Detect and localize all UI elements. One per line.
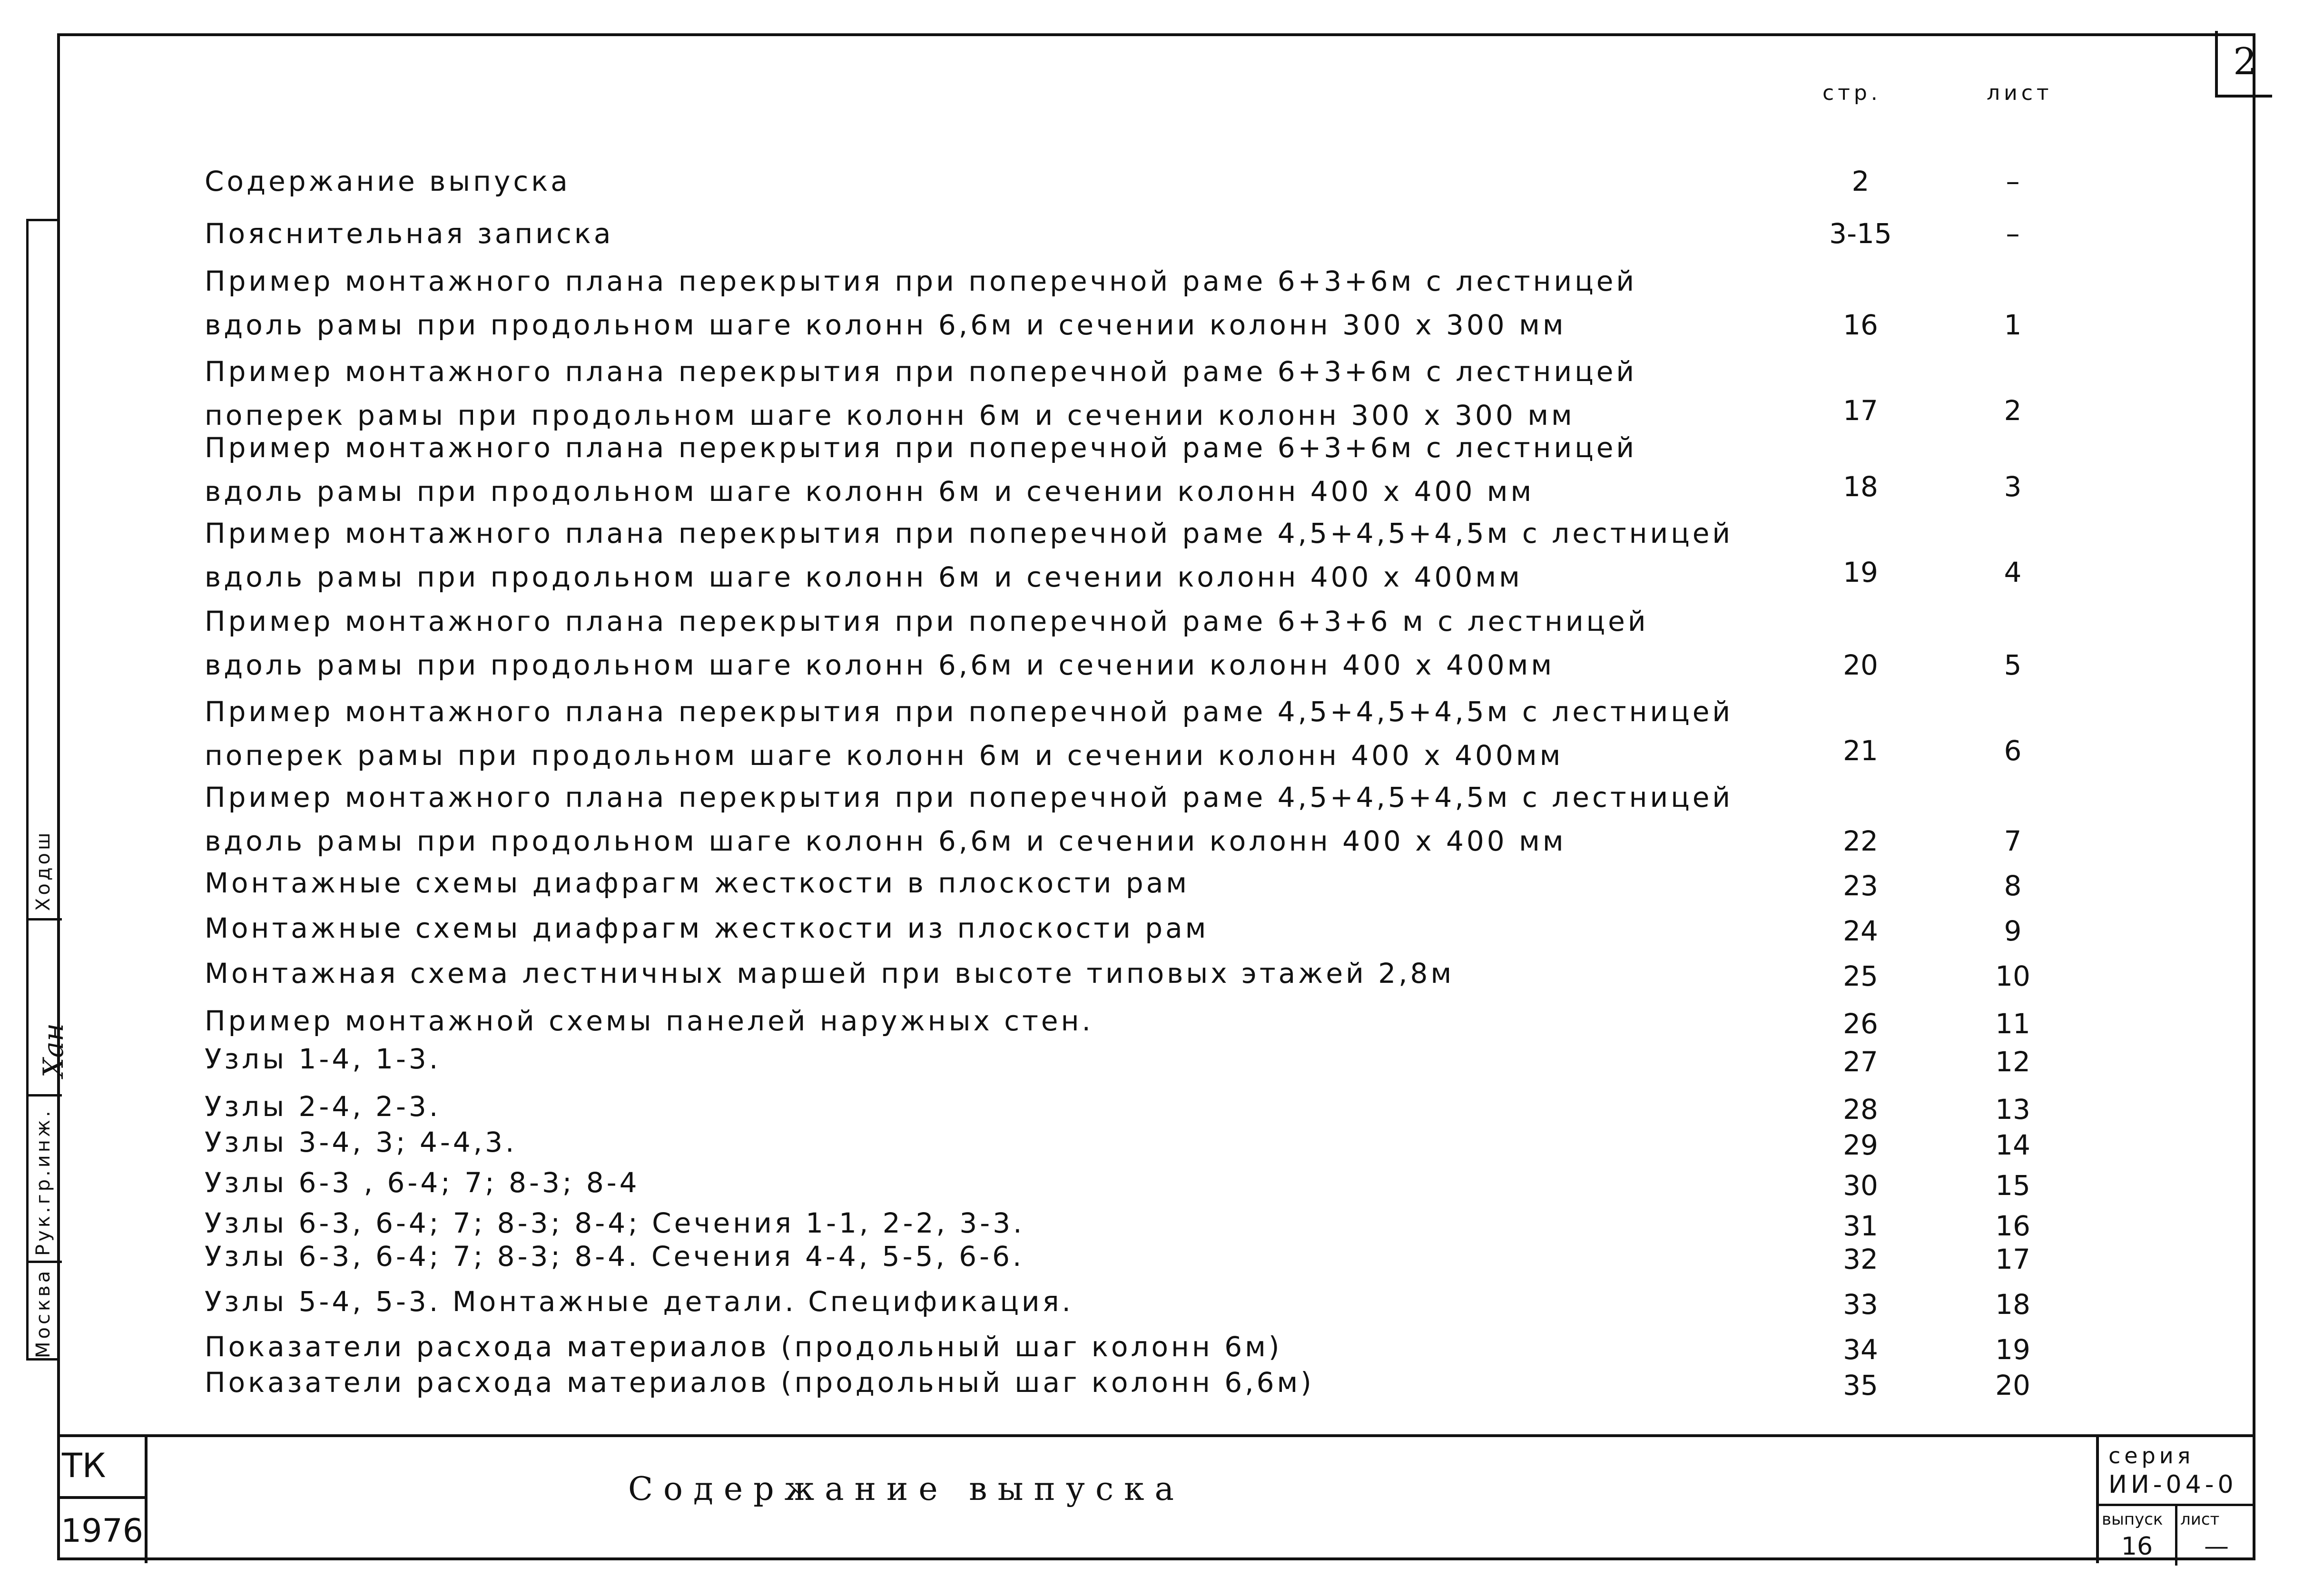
row-title: Узлы 1-4, 1-3. <box>205 1043 441 1075</box>
series-block <box>2096 1437 2255 1563</box>
title-block <box>57 1434 2255 1560</box>
row-title: Пример монтажного плана перекрытия при поперечной раме 4,5+4,5+4,5м с лестницей поперек рамы при продольном шаге колонн 6м и сечении колонн 400 x 400мм <box>205 695 1733 772</box>
row-title: Пример монтажного плана перекрытия при поперечной раме 6+3+6 м с лестницей вдоль рамы при продольном шаге колонн 6,6м и сечении колонн 400 x 400мм <box>205 605 1649 681</box>
series-value: ИИ-04-0 <box>2108 1470 2237 1499</box>
row-page: 20 <box>1843 649 1878 681</box>
row-title: Пример монтажного плана перекрытия при поперечной раме 6+3+6м с лестницей поперек рамы при продольном шаге колонн 6м и сечении колонн 300 x 300 мм <box>205 355 1637 431</box>
row-sheet: 10 <box>1995 960 2030 992</box>
stamp-role-cell <box>29 1097 62 1263</box>
row-title: Пример монтажной схемы панелей наружных стен. <box>205 1005 1093 1037</box>
issue-cell <box>2099 1506 2177 1566</box>
sheet-value: — <box>2204 1532 2229 1561</box>
row-title: Узлы 6-3 , 6-4; 7; 8-3; 8-4 <box>205 1166 640 1199</box>
row-sheet: 6 <box>2004 734 2022 767</box>
approval-stamp <box>26 219 69 1361</box>
row-page: 24 <box>1843 915 1878 947</box>
stamp-city: Москва <box>32 1268 54 1358</box>
stamp-name-cell <box>29 759 62 920</box>
row-sheet: 17 <box>1995 1243 2030 1275</box>
row-sheet: 11 <box>1995 1008 2030 1040</box>
row-sheet: 18 <box>1995 1288 2030 1321</box>
row-sheet: 12 <box>1995 1046 2030 1078</box>
row-page: 22 <box>1843 825 1878 857</box>
row-page: 30 <box>1843 1169 1878 1202</box>
row-page: 26 <box>1843 1008 1878 1040</box>
issue-sheet-row <box>2099 1504 2255 1563</box>
row-sheet: – <box>2006 217 2020 250</box>
row-sheet: 8 <box>2004 870 2022 902</box>
row-page: 27 <box>1843 1046 1878 1078</box>
row-title: Монтажные схемы диафрагм жесткости в плоскости рам <box>205 867 1190 899</box>
row-page: 32 <box>1843 1243 1878 1275</box>
row-sheet: 1 <box>2004 309 2022 341</box>
sheet-label: лист <box>2180 1510 2220 1529</box>
column-header-sheet: лист <box>1987 81 2053 105</box>
series-label: серия <box>2108 1443 2195 1469</box>
row-sheet: 3 <box>2004 470 2022 503</box>
stamp-role: Рук.гр.инж. <box>32 1108 54 1256</box>
row-sheet: – <box>2006 165 2020 197</box>
row-title: Пример монтажного плана перекрытия при поперечной раме 4,5+4,5+4,5м с лестницей вдоль рамы при продольном шаге колонн 6,6м и сечении колонн 400 x 400 мм <box>205 781 1733 857</box>
row-sheet: 19 <box>1995 1333 2030 1366</box>
row-sheet: 7 <box>2004 825 2022 857</box>
sheet-cell <box>2177 1506 2255 1566</box>
row-title: Содержание выпуска <box>205 165 571 197</box>
stamp-city-cell <box>29 1263 62 1361</box>
row-sheet: 16 <box>1995 1210 2030 1242</box>
row-title: Показатели расхода материалов (продольный шаг колонн 6,6м) <box>205 1366 1314 1399</box>
row-sheet: 15 <box>1995 1169 2030 1202</box>
row-page: 25 <box>1843 960 1878 992</box>
row-title: Пример монтажного плана перекрытия при поперечной раме 4,5+4,5+4,5м с лестницей вдоль рамы при продольном шаге колонн 6м и сечении колонн 400 x 400мм <box>205 517 1733 593</box>
row-page: 19 <box>1843 556 1878 588</box>
row-title: Монтажные схемы диафрагм жесткости из плоскости рам <box>205 912 1209 944</box>
row-page: 35 <box>1843 1369 1878 1401</box>
row-title: Узлы 5-4, 5-3. Монтажные детали. Спецификация. <box>205 1285 1073 1318</box>
row-page: 2 <box>1851 165 1870 197</box>
row-page: 16 <box>1843 309 1878 341</box>
row-page: 31 <box>1843 1210 1878 1242</box>
row-page: 29 <box>1843 1129 1878 1161</box>
row-page: 21 <box>1843 734 1878 767</box>
issue-value: 16 <box>2121 1532 2153 1561</box>
stamp-name: Ходош <box>32 830 54 911</box>
column-header-page: стр. <box>1822 81 1881 105</box>
row-sheet: 9 <box>2004 915 2022 947</box>
row-title: Узлы 6-3, 6-4; 7; 8-3; 8-4; Сечения 1-1, 2-2, 3-3. <box>205 1207 1025 1239</box>
row-page: 3-15 <box>1829 217 1892 250</box>
row-page: 17 <box>1843 394 1878 427</box>
issue-label: выпуск <box>2102 1510 2163 1529</box>
row-title: Пояснительная записка <box>205 217 614 250</box>
document-title: Содержание выпуска <box>628 1470 1185 1508</box>
row-title: Пример монтажного плана перекрытия при поперечной раме 6+3+6м с лестницей вдоль рамы при продольном шаге колонн 6м и сечении колонн 400 x 400 мм <box>205 431 1637 508</box>
row-sheet: 4 <box>2004 556 2022 588</box>
row-title: Узлы 2-4, 2-3. <box>205 1090 441 1123</box>
row-page: 23 <box>1843 870 1878 902</box>
row-sheet: 20 <box>1995 1369 2030 1401</box>
row-title: Узлы 6-3, 6-4; 7; 8-3; 8-4. Сечения 4-4, 5-5, 6-6. <box>205 1240 1024 1273</box>
organization-code: ТК <box>57 1437 148 1499</box>
row-page: 28 <box>1843 1093 1878 1126</box>
row-page: 18 <box>1843 470 1878 503</box>
row-sheet: 2 <box>2004 394 2022 427</box>
row-sheet: 14 <box>1995 1129 2030 1161</box>
stamp-signature-cell <box>29 920 69 1097</box>
stamp-signature: Хан <box>37 1023 69 1077</box>
row-title: Монтажная схема лестничных маршей при высоте типовых этажей 2,8м <box>205 957 1455 989</box>
row-title: Пример монтажного плана перекрытия при поперечной раме 6+3+6м с лестницей вдоль рамы при продольном шаге колонн 6,6м и сечении колонн 300 x 300 мм <box>205 265 1637 341</box>
row-page: 34 <box>1843 1333 1878 1366</box>
row-sheet: 5 <box>2004 649 2022 681</box>
row-title: Показатели расхода материалов (продольный шаг колонн 6м) <box>205 1331 1282 1363</box>
year: 1976 <box>57 1499 148 1563</box>
row-sheet: 13 <box>1995 1093 2030 1126</box>
row-title: Узлы 3-4, 3; 4-4,3. <box>205 1126 517 1158</box>
row-page: 33 <box>1843 1288 1878 1321</box>
page-number: 2 <box>2215 31 2272 98</box>
